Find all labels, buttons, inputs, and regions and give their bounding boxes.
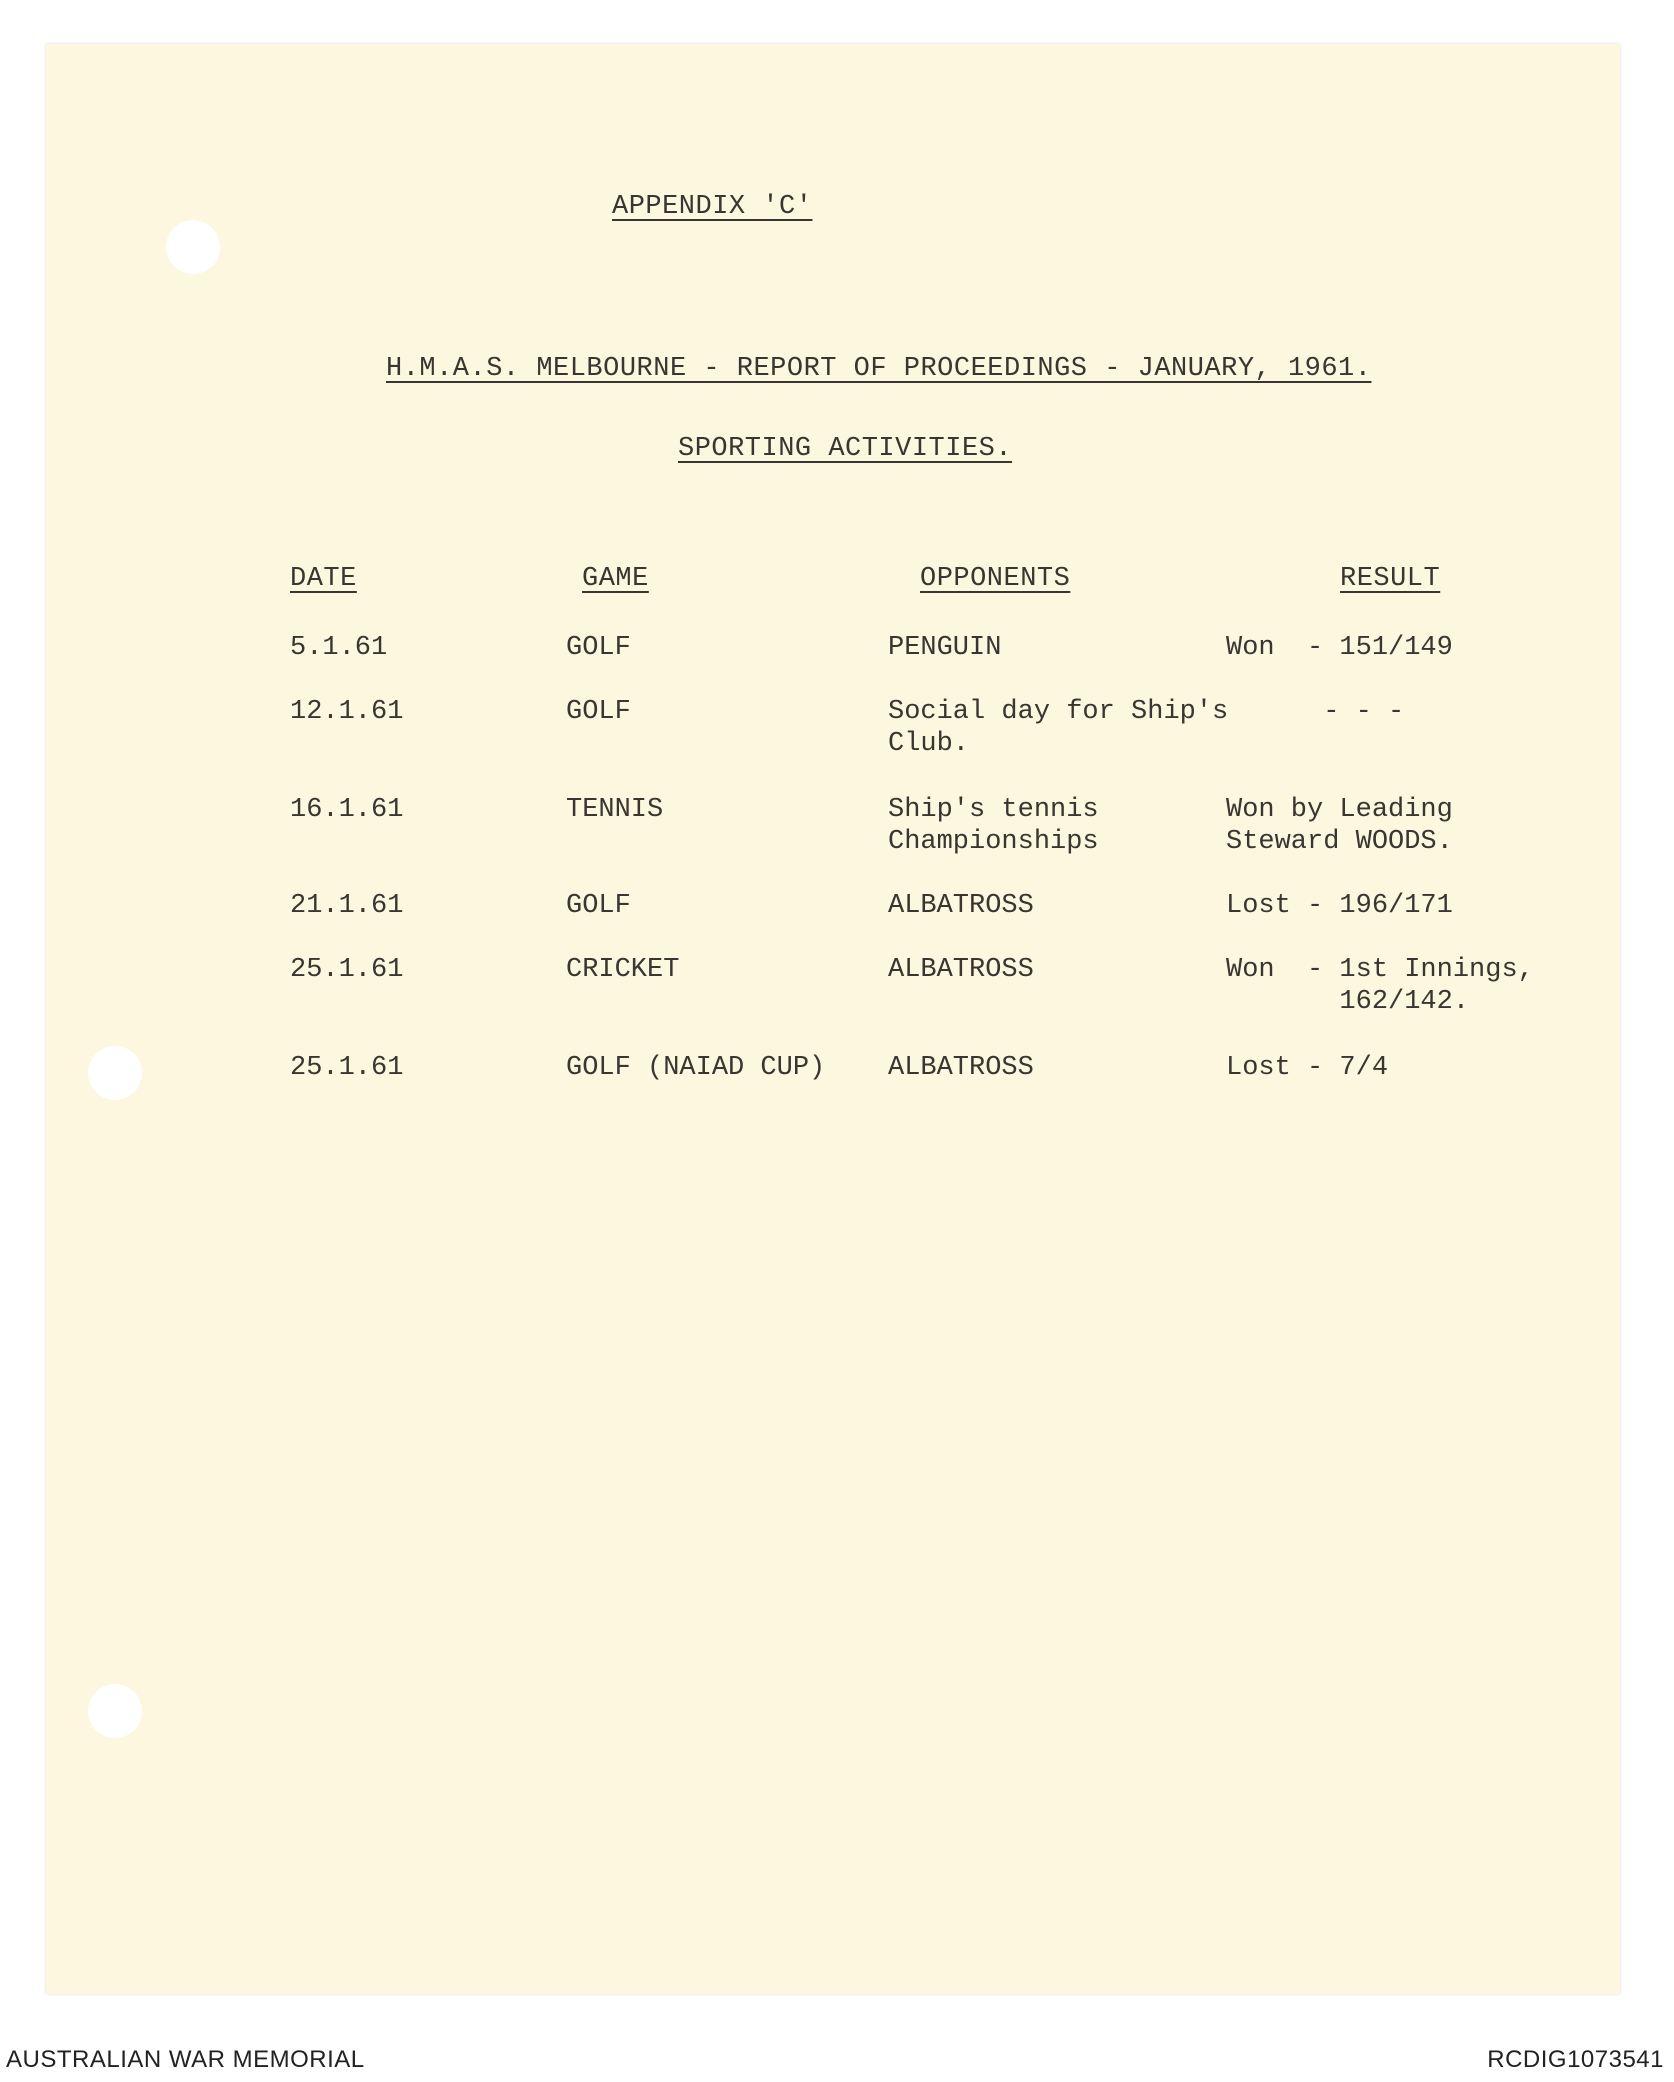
row-date: 5.1.61 (290, 633, 388, 663)
column-header-date: DATE (290, 564, 357, 594)
punch-hole-top (166, 220, 220, 274)
row-opponents: ALBATROSS (888, 955, 1034, 985)
column-header-game: GAME (582, 564, 649, 594)
row-date: 25.1.61 (290, 955, 404, 985)
column-header-result: RESULT (1340, 564, 1441, 594)
footer-source: AUSTRALIAN WAR MEMORIAL (6, 2046, 365, 2073)
row-result: Won by Leading Steward WOODS. (1226, 795, 1453, 857)
row-opponents: PENGUIN (888, 633, 1002, 663)
row-game: GOLF (566, 697, 631, 727)
footer-id: RCDIG1073541 (1487, 2046, 1664, 2073)
punch-hole-bottom (88, 1684, 142, 1738)
row-game: GOLF (NAIAD CUP) (566, 1053, 826, 1083)
document-page (46, 44, 1620, 1994)
row-result: - - - (1226, 697, 1405, 727)
row-result: Won - 1st Innings, 162/142. (1226, 955, 1534, 1017)
row-date: 25.1.61 (290, 1053, 404, 1083)
punch-hole-middle (88, 1046, 142, 1100)
row-game: GOLF (566, 633, 631, 663)
row-opponents: Ship's tennis Championships (888, 795, 1099, 857)
row-date: 16.1.61 (290, 795, 404, 825)
row-date: 21.1.61 (290, 891, 404, 921)
appendix-heading: APPENDIX 'C' (612, 192, 813, 222)
row-result: Won - 151/149 (1226, 633, 1453, 663)
row-date: 12.1.61 (290, 697, 404, 727)
row-opponents: Social day for Ship's Club. (888, 697, 1229, 759)
report-title: H.M.A.S. MELBOURNE - REPORT OF PROCEEDINGS - JANUARY, 1961. (386, 354, 1372, 384)
row-result: Lost - 7/4 (1226, 1053, 1389, 1083)
section-subtitle: SPORTING ACTIVITIES. (678, 434, 1013, 464)
row-opponents: ALBATROSS (888, 1053, 1034, 1083)
row-game: GOLF (566, 891, 631, 921)
row-opponents: ALBATROSS (888, 891, 1034, 921)
column-header-opponents: OPPONENTS (920, 564, 1071, 594)
row-result: Lost - 196/171 (1226, 891, 1453, 921)
row-game: CRICKET (566, 955, 680, 985)
row-game: TENNIS (566, 795, 664, 825)
